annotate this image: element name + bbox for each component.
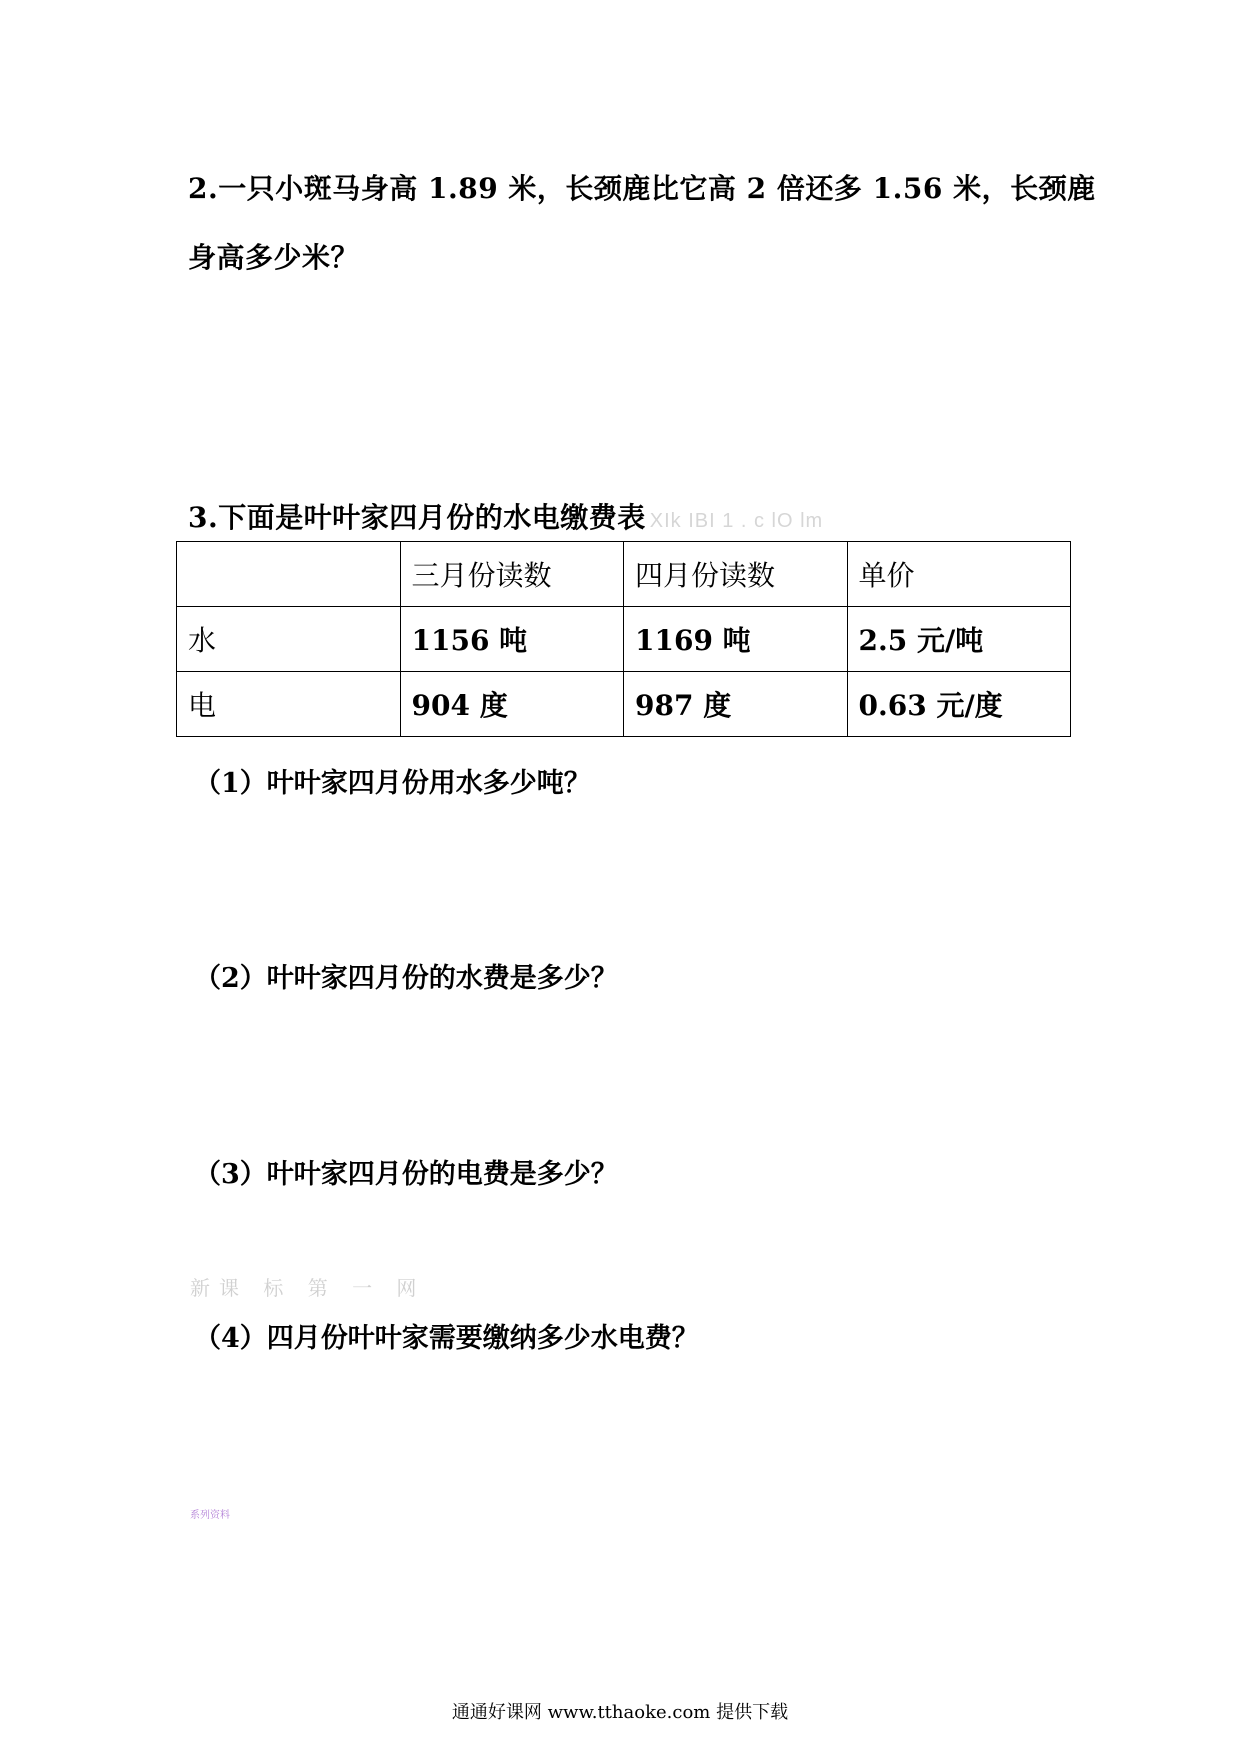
sub-question-4: （4）四月份叶叶家需要缴纳多少水电费？ — [194, 1323, 699, 1354]
table-row-label: 电 — [177, 672, 401, 737]
page-footer: 通通好课网 www.tthaoke.com 提供下载 — [451, 1702, 789, 1723]
question-3-title — [188, 496, 823, 536]
question-2-line-2: 身高多少米？ — [188, 241, 360, 274]
table-cell: 1156 吨 — [400, 607, 624, 672]
table-cell: 2.5 元/吨 — [847, 607, 1071, 672]
question-2-line-1: 2.一只小斑马身高 1.89 米，长颈鹿比它高 2 倍还多 1.56 米，长颈鹿 — [188, 172, 1096, 205]
table-row-label: 水 — [177, 607, 401, 672]
table-header-cell — [177, 542, 401, 607]
sub-question-3: （3）叶叶家四月份的电费是多少？ — [194, 1159, 618, 1190]
table-cell: 0.63 元/度 — [847, 672, 1071, 737]
table-cell: 987 度 — [624, 672, 848, 737]
inline-watermark: XIk IBI 1 . c lO lm — [649, 510, 824, 532]
table-header-row — [177, 542, 1071, 607]
table-row — [177, 607, 1071, 672]
table-header-cell: 单价 — [847, 542, 1071, 607]
table-cell: 904 度 — [400, 672, 624, 737]
table-header-cell: 四月份读数 — [624, 542, 848, 607]
sub-question-1: （1）叶叶家四月份用水多少吨？ — [194, 768, 591, 799]
utility-fee-table — [176, 541, 1071, 737]
table-cell: 1169 吨 — [624, 607, 848, 672]
question-3-title-text: 3.下面是叶叶家四月份的水电缴费表 — [188, 501, 646, 534]
watermark-line: 新课 标 第 一 网 — [190, 1276, 426, 1300]
table-row — [177, 672, 1071, 737]
sub-question-2: （2）叶叶家四月份的水费是多少？ — [194, 963, 618, 994]
series-tag: 系列资料 — [190, 1510, 230, 1521]
table-header-cell: 三月份读数 — [400, 542, 624, 607]
